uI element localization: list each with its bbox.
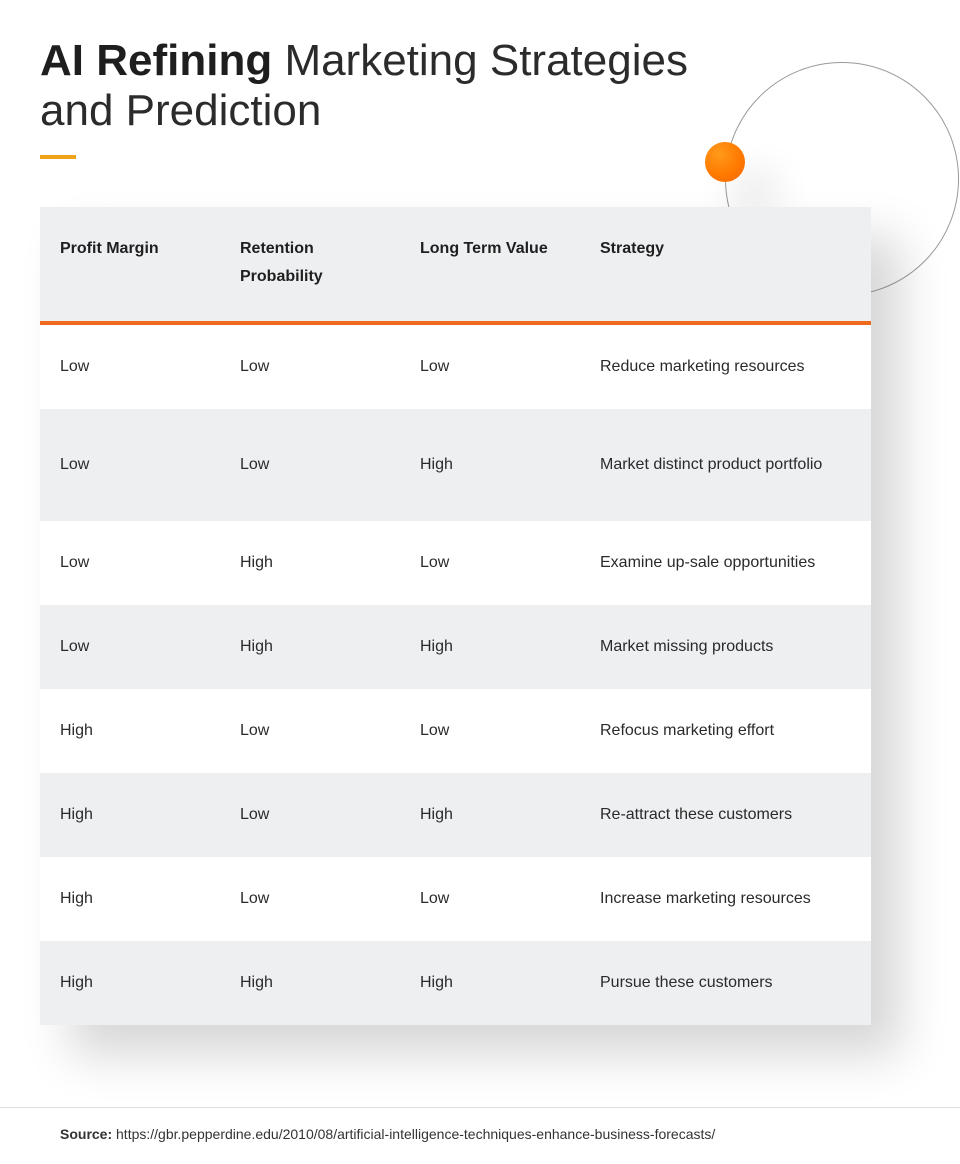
cell-retention-probability: Low	[240, 890, 270, 907]
table-header	[40, 207, 871, 323]
cell-long-term-value: High	[400, 941, 580, 1025]
cell-strategy: Increase marketing resources	[600, 890, 811, 907]
cell-long-term-value: High	[400, 773, 580, 857]
decorative-orange-dot	[705, 142, 745, 182]
source-label: Source:	[60, 1126, 113, 1142]
cell-retention-probability: High	[220, 941, 400, 1025]
cell-retention-probability: Low	[220, 409, 400, 521]
page-title-rest: Marketing Strategies and Prediction	[40, 36, 688, 135]
header-long-term-value: Long Term Value	[400, 207, 580, 323]
cell-long-term-value: Low	[420, 890, 450, 907]
cell-retention-probability: Low	[240, 358, 270, 375]
cell-strategy: Market distinct product portfolio	[580, 409, 871, 521]
table-header-row	[40, 207, 871, 323]
cell-long-term-value: Low	[420, 554, 450, 571]
cell-long-term-value: Low	[420, 722, 450, 739]
cell-strategy: Market missing products	[580, 605, 871, 689]
table-row	[40, 941, 871, 1025]
cell-profit-margin: Low	[40, 409, 220, 521]
table-row	[40, 605, 871, 689]
footer-divider	[0, 1107, 960, 1108]
table-row	[40, 521, 871, 605]
cell-retention-probability: Low	[240, 722, 270, 739]
cell-strategy: Refocus marketing effort	[600, 722, 775, 739]
cell-profit-margin: High	[40, 773, 220, 857]
cell-profit-margin: High	[60, 890, 93, 907]
cell-profit-margin: Low	[60, 554, 90, 571]
cell-long-term-value: High	[400, 409, 580, 521]
table-body	[40, 323, 871, 1025]
header-strategy: Strategy	[580, 207, 871, 323]
header-retention-probability: Retention Probability	[220, 207, 400, 323]
source-citation	[60, 1124, 715, 1144]
cell-retention-probability: High	[220, 605, 400, 689]
cell-profit-margin: Low	[60, 358, 90, 375]
cell-profit-margin: Low	[40, 605, 220, 689]
strategy-table	[40, 207, 871, 1025]
header-profit-margin: Profit Margin	[40, 207, 220, 323]
source-url: https://gbr.pepperdine.edu/2010/08/artificial-intelligence-techniques-enhance-business-forecasts/	[116, 1126, 716, 1142]
cell-strategy: Reduce marketing resources	[600, 358, 805, 375]
strategy-table-card	[40, 207, 871, 1025]
cell-retention-probability: Low	[220, 773, 400, 857]
table-row	[40, 689, 871, 773]
cell-long-term-value: High	[400, 605, 580, 689]
cell-profit-margin: High	[60, 722, 93, 739]
page-title	[40, 36, 760, 136]
table-row	[40, 857, 871, 941]
cell-strategy: Pursue these customers	[580, 941, 871, 1025]
cell-strategy: Re-attract these customers	[580, 773, 871, 857]
table-row	[40, 773, 871, 857]
title-accent-underline	[40, 155, 76, 159]
page-title-bold: AI Refining	[40, 36, 273, 85]
cell-retention-probability: High	[240, 554, 273, 571]
table-row	[40, 323, 871, 409]
table-row	[40, 409, 871, 521]
cell-long-term-value: Low	[420, 358, 450, 375]
cell-strategy: Examine up-sale opportunities	[600, 554, 816, 571]
cell-profit-margin: High	[40, 941, 220, 1025]
